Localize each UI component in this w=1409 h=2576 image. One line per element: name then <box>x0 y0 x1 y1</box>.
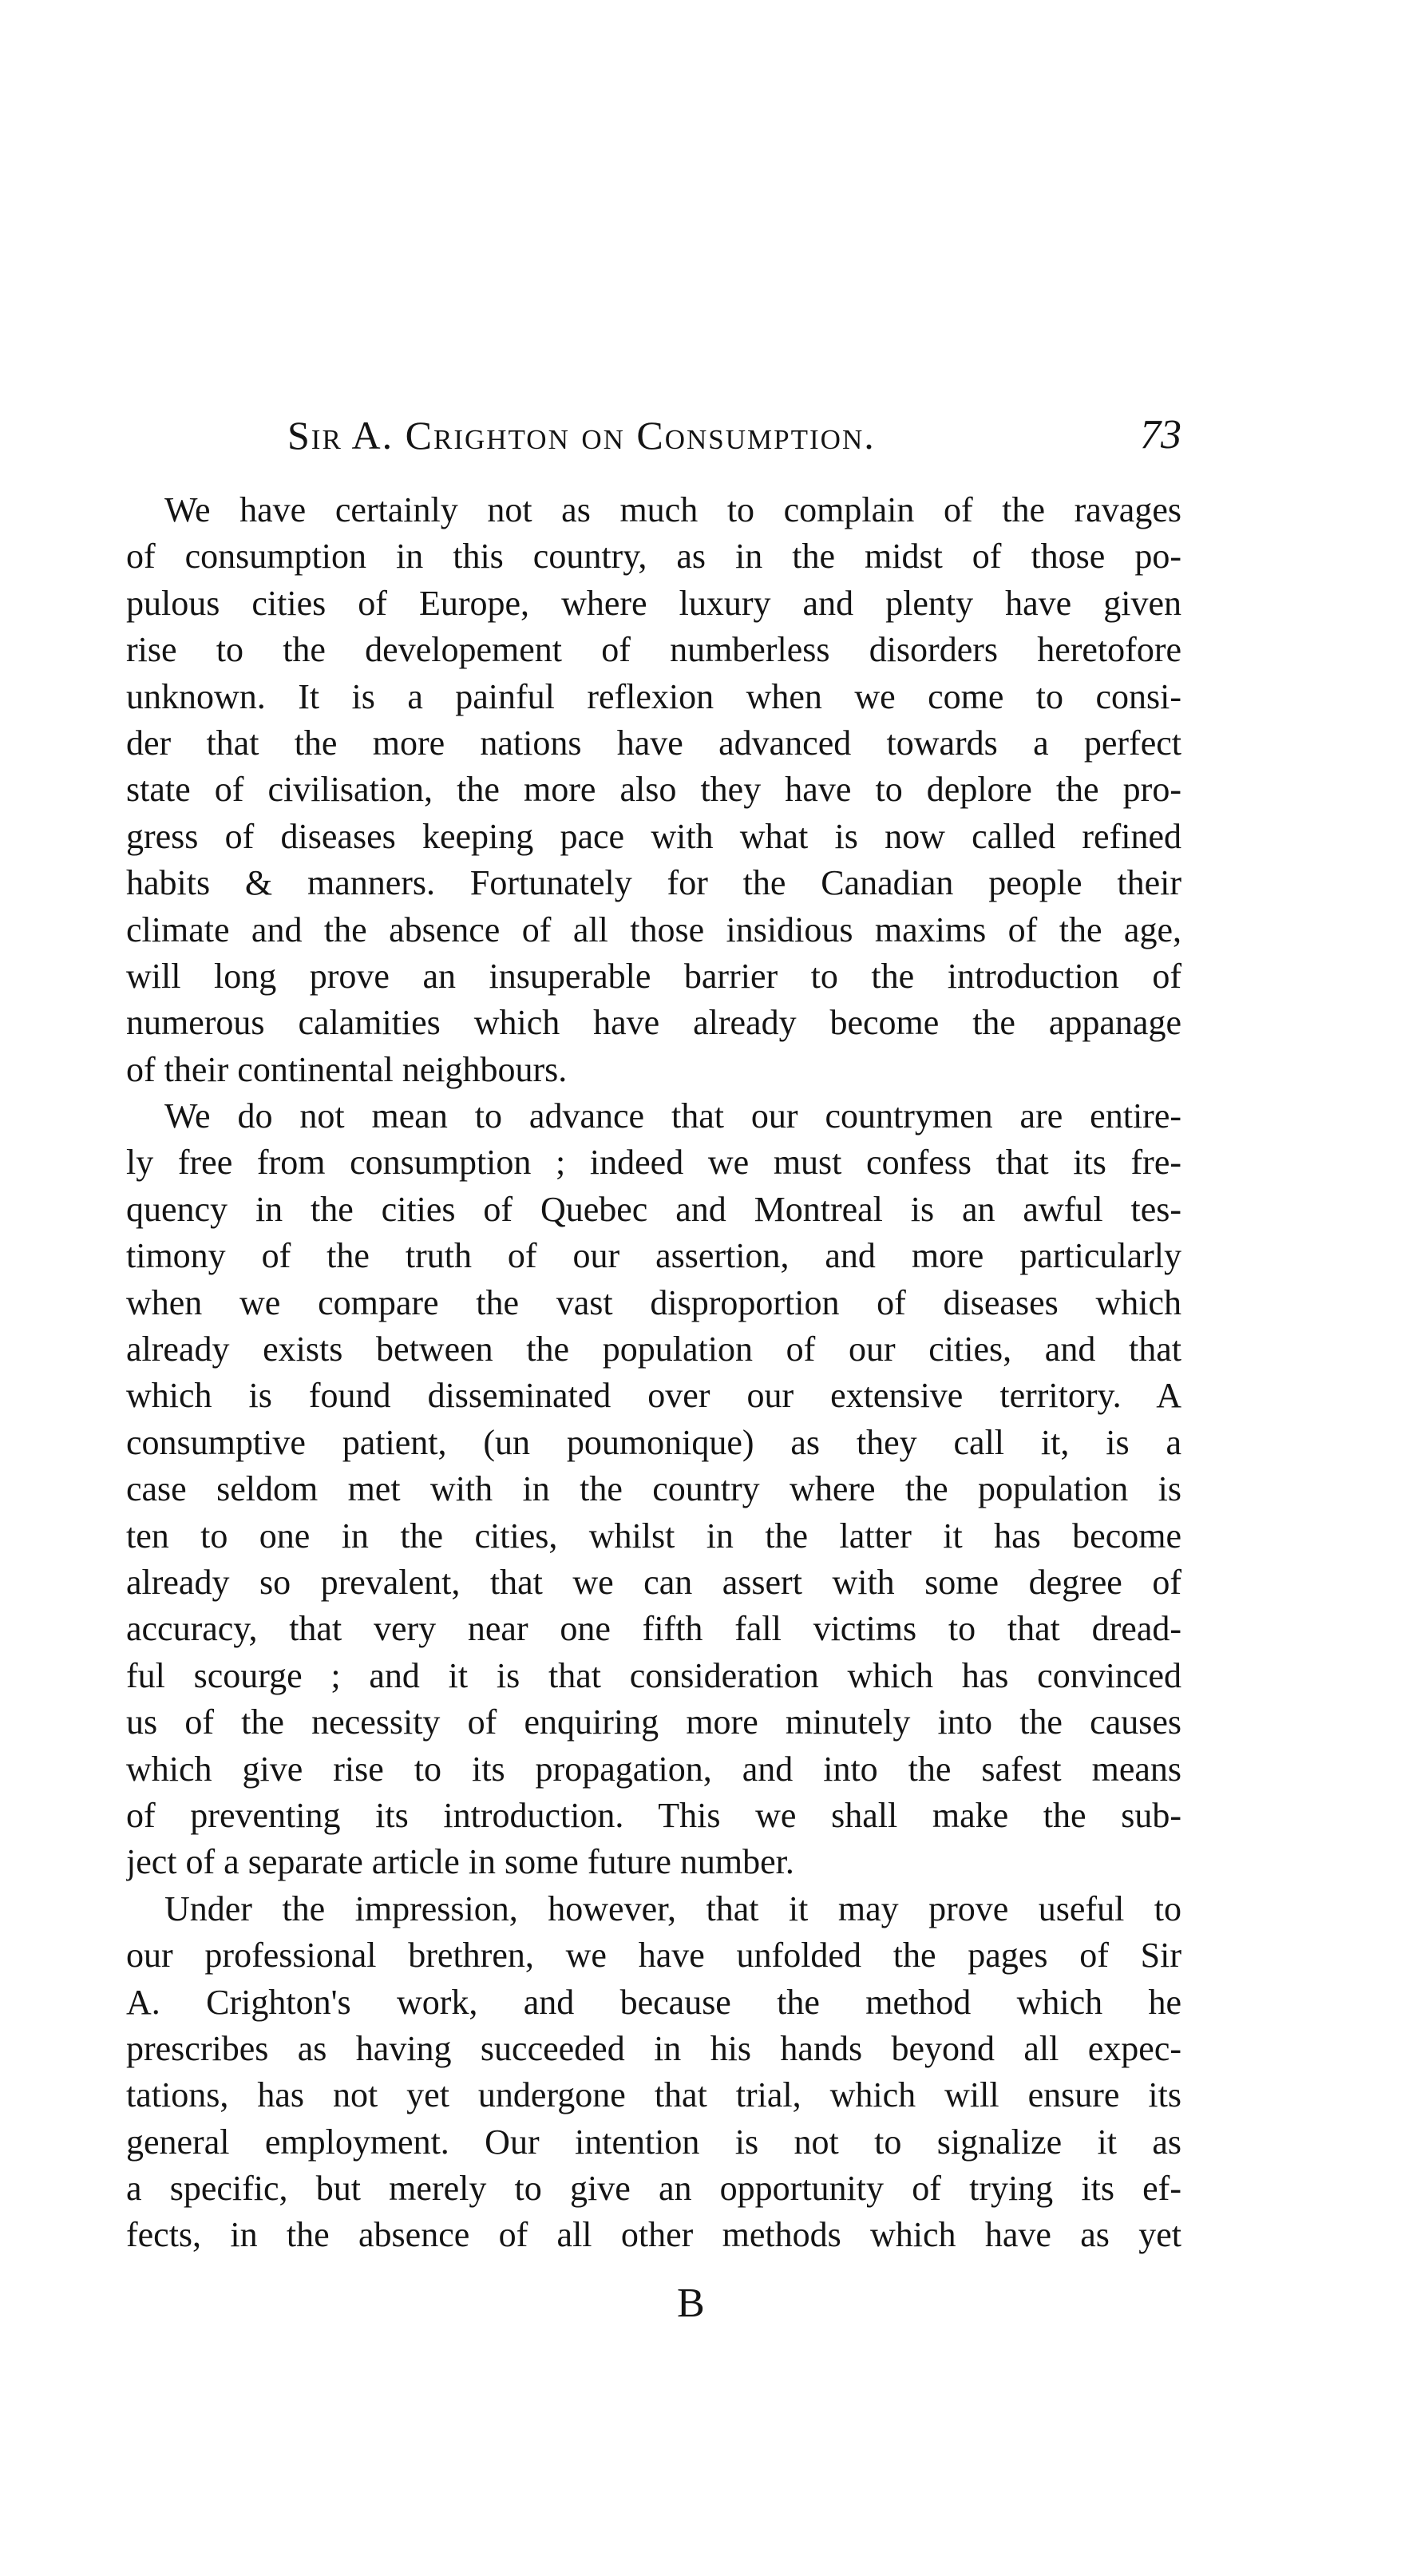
text-line: state of civilisation, the more also they have to deplore the pro- <box>126 770 1181 810</box>
text-line: fects, in the absence of all other methods which have as yet <box>126 2215 1181 2255</box>
text-line: ly free from consumption ; indeed we must confess that its fre- <box>126 1143 1181 1183</box>
text-line: case seldom met with in the country where the population is <box>126 1469 1181 1509</box>
text-line: accuracy, that very near one fifth fall victims to that dread- <box>126 1609 1181 1649</box>
text-line: of their continental neighbours. <box>126 1049 568 1089</box>
text-line: We do not mean to advance that our countrymen are entire- <box>164 1096 1181 1136</box>
paragraph-3 <box>126 1886 1181 2259</box>
page-number: 73 <box>1140 412 1181 458</box>
running-head <box>128 403 1181 467</box>
text-line: our professional brethren, we have unfolded the pages of Sir <box>126 1936 1181 1976</box>
text-line: when we compare the vast disproportion of diseases which <box>126 1282 1181 1322</box>
text-line: der that the more nations have advanced towards a perfect <box>126 723 1181 763</box>
text-line: timony of the truth of our assertion, and more particularly <box>126 1236 1181 1276</box>
text-line: We have certainly not as much to complain of the ravages <box>164 490 1181 529</box>
text-line: prescribes as having succeeded in his hands beyond all expec- <box>126 2028 1181 2068</box>
text-line: unknown. It is a painful reflexion when we come to consi- <box>126 676 1181 716</box>
text-line: numerous calamities which have already become the appanage <box>126 1003 1181 1043</box>
text-line: a specific, but merely to give an opportunity of trying its ef- <box>126 2169 1181 2209</box>
paragraph-2 <box>126 1093 1181 1886</box>
text-line: Under the impression, however, that it may prove useful to <box>164 1888 1181 1928</box>
text-line: ject of a separate article in some future number. <box>126 1842 794 1882</box>
text-line: will long prove an insuperable barrier to the introduction of <box>126 956 1181 996</box>
text-line: already so prevalent, that we can assert with some degree of <box>126 1562 1181 1602</box>
running-title: Sir A. Crighton on Consumption. <box>287 413 876 458</box>
text-line: rise to the developement of numberless disorders heretofore <box>126 630 1181 670</box>
text-line: quency in the cities of Quebec and Montreal is an awful tes- <box>126 1189 1181 1229</box>
text-line: of consumption in this country, as in the midst of those po- <box>126 537 1181 577</box>
text-line: pulous cities of Europe, where luxury and plenty have given <box>126 583 1181 623</box>
body-text <box>126 487 1181 2259</box>
text-line: habits & manners. Fortunately for the Canadian people their <box>126 863 1181 903</box>
text-line: of preventing its introduction. This we shall make the sub- <box>126 1795 1181 1835</box>
paragraph-1 <box>126 487 1181 1093</box>
text-line: which give rise to its propagation, and into the safest means <box>126 1749 1181 1789</box>
text-line: ful scourge ; and it is that consideration which has convinced <box>126 1655 1181 1695</box>
text-line: consumptive patient, (un poumonique) as they call it, is a <box>126 1422 1181 1462</box>
text-line: A. Crighton's work, and because the method which he <box>126 1982 1181 2022</box>
signature-mark: B <box>677 2281 705 2326</box>
text-line: general employment. Our intention is not to signalize it as <box>126 2122 1181 2162</box>
text-line: gress of diseases keeping pace with what is now called refined <box>126 816 1181 856</box>
text-line: ten to one in the cities, whilst in the latter it has become <box>126 1516 1181 1556</box>
text-line: climate and the absence of all those insidious maxims of the age, <box>126 910 1181 949</box>
text-line: tations, has not yet undergone that trial, which will ensure its <box>126 2075 1181 2115</box>
text-line: already exists between the population of our cities, and that <box>126 1330 1181 1369</box>
text-line: which is found disseminated over our extensive territory. A <box>126 1376 1181 1416</box>
text-line: us of the necessity of enquiring more minutely into the causes <box>126 1702 1181 1742</box>
